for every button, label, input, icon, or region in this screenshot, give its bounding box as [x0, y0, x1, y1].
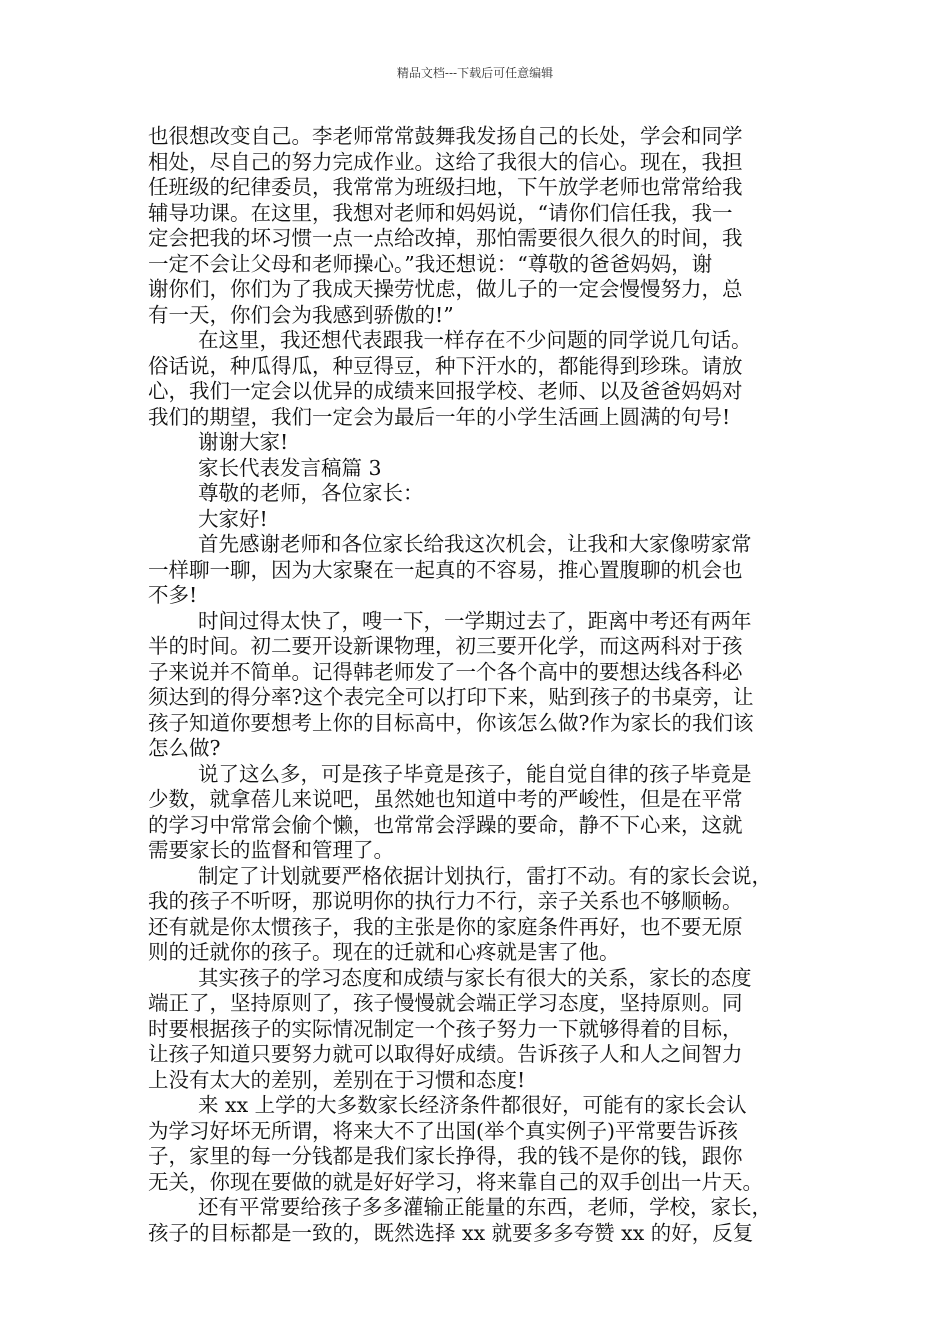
text-line: 定会把我的坏习惯一点一点给改掉，那怕需要很久很久的时间，我: [148, 226, 743, 250]
page-header: 精品文档---下载后可任意编辑: [396, 66, 554, 80]
text-line: 孩子的目标都是一致的，既然选择 xx 就要多多夸赞 xx 的好，反复: [148, 1220, 754, 1245]
text-line: 辅导功课。在这里，我想对老师和妈妈说，“请你们信任我，我一: [148, 200, 733, 225]
text-line: 则的迁就你的孩子。现在的迁就和心疼就是害了他。: [148, 940, 620, 964]
text-line: 谢你们，你们为了我成天操劳忧虑，做儿子的一定会慢慢努力，总: [148, 277, 743, 301]
text-line: 的学习中常常会偷个懒，也常常会浮躁的要命，静不下心来，这就: [148, 812, 743, 837]
text-line: 半的时间。初二要开设新课物理，初三要开化学，而这两科对于孩: [148, 634, 743, 658]
text-line: 怎么做?: [148, 736, 221, 760]
text-line: 有一天，你们会为我感到骄傲的!”: [148, 302, 454, 327]
paragraph-first-line: 说了这么多，可是孩子毕竟是孩子，能自觉自律的孩子毕竟是: [198, 761, 752, 786]
text-line: 一定不会让父母和老师操心。”我还想说：“尊敬的爸爸妈妈，谢: [148, 251, 713, 276]
text-line: 俗话说，种瓜得瓜，种豆得豆，种下汗水的，都能得到珍珠。请放: [148, 353, 743, 378]
text-line: 时要根据孩子的实际情况制定一个孩子努力一下就够得着的目标，: [148, 1016, 743, 1041]
text-line: 为学习好坏无所谓，将来大不了出国(举个真实例子)平常要告诉孩: [148, 1118, 738, 1143]
paragraph-first-line: 制定了计划就要严格依据计划执行，雷打不动。有的家长会说，: [198, 863, 772, 888]
text-line: 让孩子知道只要努力就可以取得好成绩。告诉孩子人和人之间智力: [148, 1042, 743, 1066]
text-line: 需要家长的监督和管理了。: [148, 838, 394, 862]
text-line: 相处，尽自己的努力完成作业。这给了我很大的信心。现在，我担: [148, 149, 743, 174]
paragraph-first-line: 时间过得太快了，嗖一下，一学期过去了，距离中考还有两年: [198, 608, 752, 633]
text-line: 一样聊一聊，因为大家聚在一起真的不容易，推心置腹聊的机会也: [148, 557, 743, 582]
paragraph-first-line: 在这里，我还想代表跟我一样存在不少问题的同学说几句话。: [198, 328, 752, 352]
text-line: 我们的期望，我们一定会为最后一年的小学生活画上圆满的句号!: [148, 404, 731, 429]
paragraph-first-line: 还有平常要给孩子多多灌输正能量的东西，老师，学校，家长，: [198, 1195, 772, 1219]
text-line: 无关，你现在要做的就是好好学习，将来靠自己的双手创出一片天。: [148, 1169, 763, 1194]
paragraph-first-line: 大家好!: [198, 506, 268, 531]
paragraph-first-line: 来 xx 上学的大多数家长经济条件都很好，可能有的家长会认: [198, 1093, 747, 1117]
text-line: 也很想改变自己。李老师常常鼓舞我发扬自己的长处，学会和同学: [148, 124, 743, 148]
paragraph-first-line: 家长代表发言稿篇 3: [198, 455, 382, 480]
text-line: 不多!: [148, 583, 198, 607]
document-body: [148, 124, 818, 1246]
paragraph-first-line: 尊敬的老师，各位家长：: [198, 481, 424, 505]
paragraph-first-line: 谢谢大家!: [198, 430, 289, 454]
text-line: 须达到的得分率?这个表完全可以打印下来，贴到孩子的书桌旁，让: [148, 685, 754, 709]
text-line: 还有就是你太惯孩子，我的主张是你的家庭条件再好，也不要无原: [148, 914, 743, 939]
text-line: 任班级的纪律委员，我常常为班级扫地，下午放学老师也常常给我: [148, 175, 743, 199]
text-line: 子来说并不简单。记得韩老师发了一个各个高中的要想达线各科必: [148, 659, 743, 684]
text-line: 心，我们一定会以优异的成绩来回报学校、老师、以及爸爸妈妈对: [148, 379, 743, 403]
text-line: 少数，就拿蓓儿来说吧，虽然她也知道中考的严峻性，但是在平常: [148, 787, 743, 811]
text-line: 孩子知道你要想考上你的目标高中，你该怎么做?作为家长的我们该: [148, 710, 754, 735]
text-line: 我的孩子不听呀，那说明你的执行力不行，亲子关系也不够顺畅。: [148, 889, 743, 913]
text-line: 上没有太大的差别，差别在于习惯和态度!: [148, 1067, 526, 1092]
text-line: 端正了，坚持原则了，孩子慢慢就会端正学习态度，坚持原则。同: [148, 991, 743, 1015]
text-line: 子，家里的每一分钱都是我们家长挣得，我的钱不是你的钱，跟你: [148, 1144, 743, 1168]
paragraph-first-line: 其实孩子的学习态度和成绩与家长有很大的关系，家长的态度: [198, 965, 752, 990]
paragraph-first-line: 首先感谢老师和各位家长给我这次机会，让我和大家像唠家常: [198, 532, 752, 556]
